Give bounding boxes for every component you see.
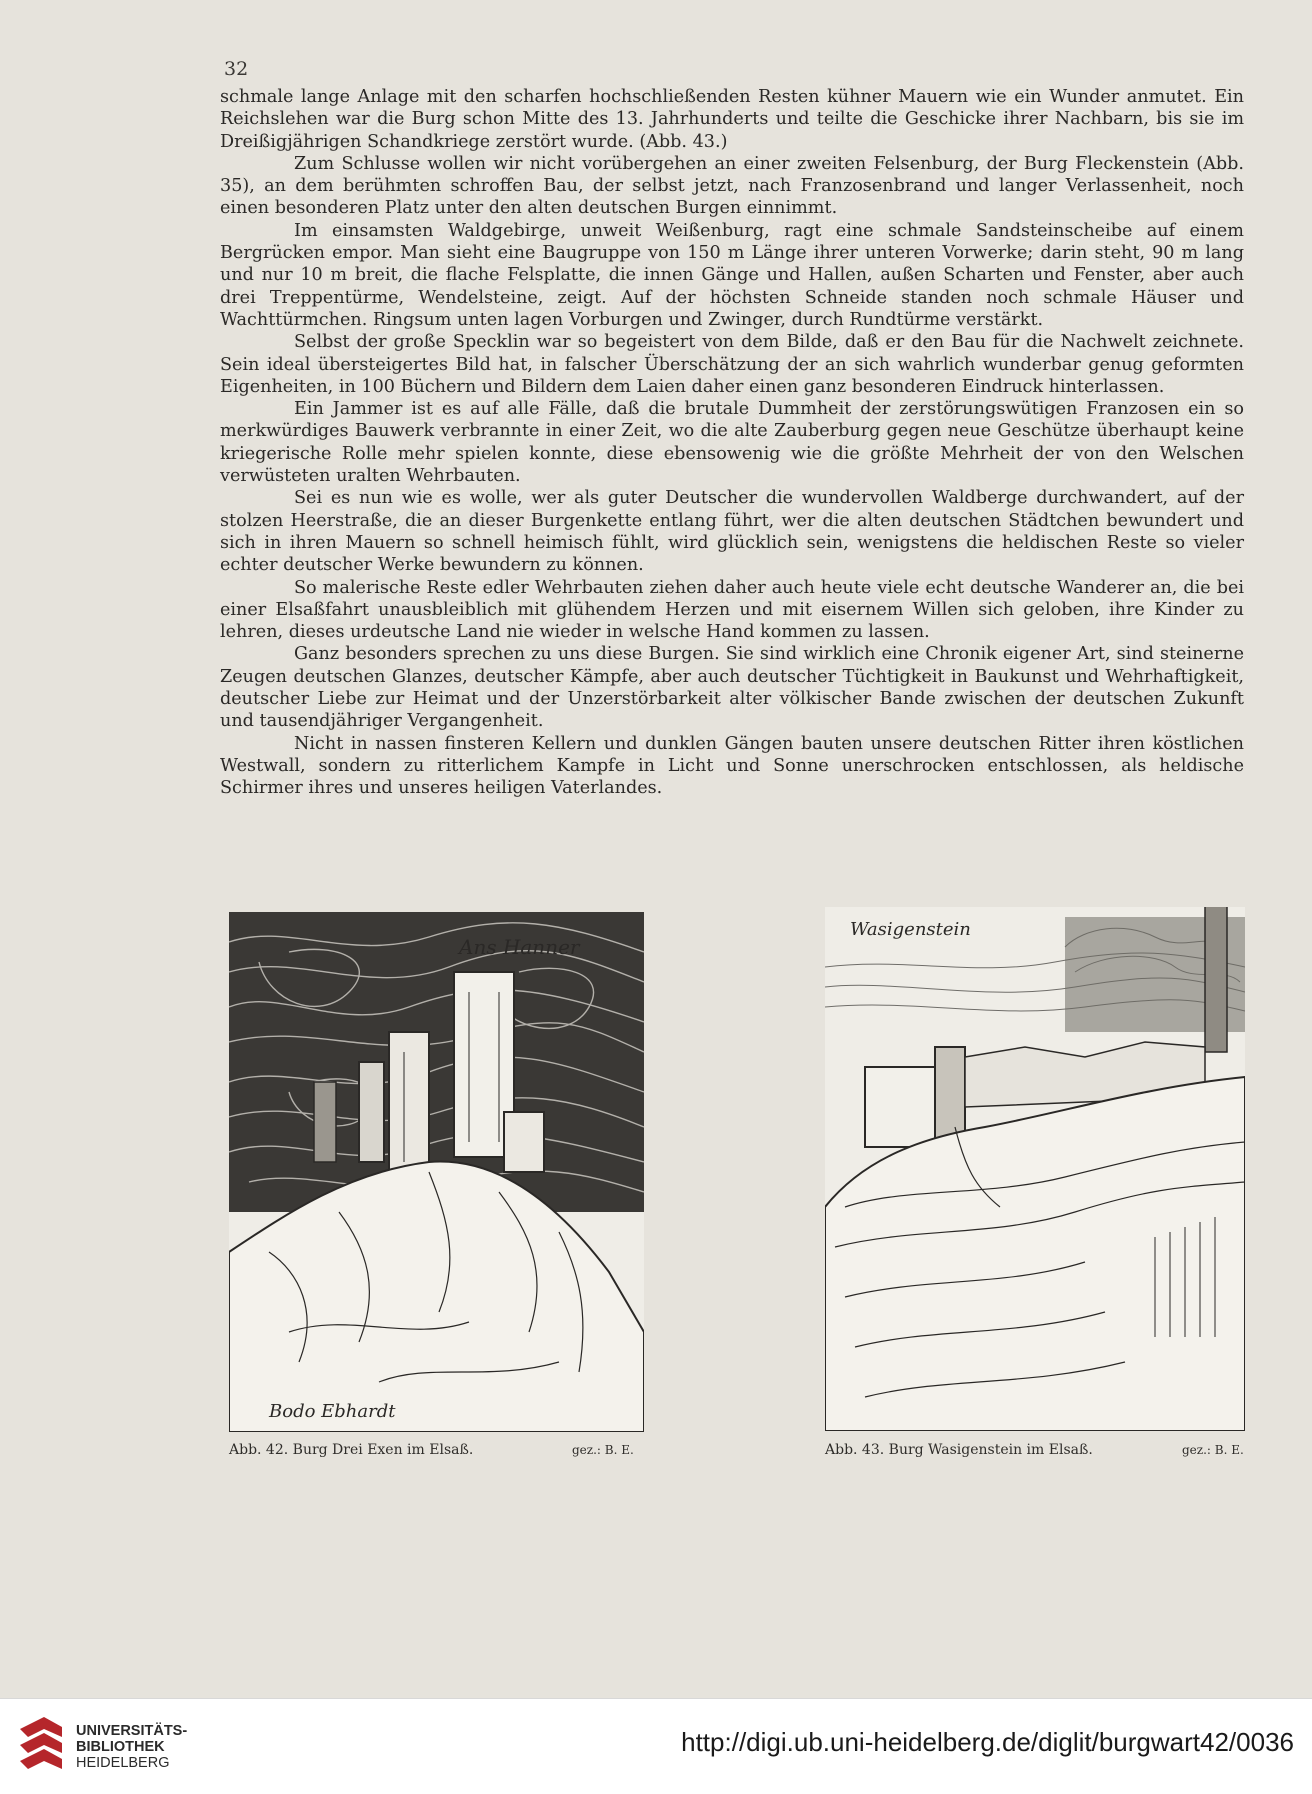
digital-copy-link[interactable]: http://digi.ub.uni-heidelberg.de/diglit/burgwart42/0036 [681,1727,1294,1757]
footer-bar [0,1698,1312,1794]
library-name-line: UNIVERSITÄTS- [76,1723,188,1739]
university-library-logo-icon [14,1715,68,1779]
page-number: 32 [224,58,249,80]
paragraph: Sei es nun wie es wolle, wer als guter Deutscher die wundervollen Waldberge durchwandert, auf der stolzen Heerstraße, die an dieser Burgenkette entlang führt, wer die alten deutschen Städtchen bewundert und sich in ihren Mauern so schnell heimisch fühlt, wird glücklich sein, wenigstens die heldischen Reste so vieler echter deutscher Werke bewundern zu können. [220,488,1244,576]
paragraph: So malerische Reste edler Wehrbauten ziehen daher auch heute viele echt deutsche Wanderer an, die bei einer Elsaßfahrt unausbleiblich mit glühendem Herzen und mit eisernem Willen sich geloben, ihre Kinder zu lehren, dieses urdeutsche Land nie wieder in welsche Hand kommen zu lassen. [220,577,1244,643]
paragraph: Im einsamsten Waldgebirge, unweit Weißenburg, ragt eine schmale Sandsteinscheibe auf einem Bergrücken empor. Man sieht eine Baugruppe von 150 m Länge ihrer unteren Vorwerke; darin steht, 90 m lang und nur 10 m breit, die flache Felsplatte, die innen Gänge und Hallen, außen Scharten und Fenster, aber auch drei Treppentürme, Wendelsteine, zeigt. Auf der höchsten Schneide standen noch schmale Häuser und Wachttürmchen. Ringsum unten lagen Vorburgen und Zwinger, durch Rundtürme verstärkt. [220,220,1244,330]
figure-wasigenstein [825,907,1245,1431]
figure-credit: gez.: B. E. [572,1443,634,1457]
castle-drawing-wasigenstein [825,907,1245,1431]
figure-caption: Abb. 43. Burg Wasigenstein im Elsaß. [825,1442,1093,1458]
paragraph: Zum Schlusse wollen wir nicht vorübergehen an einer zweiten Felsenburg, der Burg Fleckenstein (Abb. 35), an dem berühmten schroffen Bau, der selbst jetzt, nach Franzosenbrand und langer Verlassenheit, noch einen besonderen Platz unter den alten deutschen Burgen einnimmt. [220,153,1244,219]
library-name [76,1723,187,1771]
figure-credit: gez.: B. E. [1182,1443,1244,1457]
paragraph: Ein Jammer ist es auf alle Fälle, daß die brutale Dummheit der zerstörungswütigen Franzosen ein so merkwürdiges Bauwerk verbrannte in einer Zeit, wo die alte Zauberburg gegen neue Geschütze überhaupt keine kriegerische Rolle mehr spielen konnte, diese ebensowenig wie die größte Mehrheit der von den Welschen verwüsteten uralten Wehrbauten. [220,399,1244,487]
figure-caption: Abb. 42. Burg Drei Exen im Elsaß. [229,1442,474,1458]
artist-signature: Bodo Ebhardt [269,1401,396,1422]
paragraph: Selbst der große Specklin war so begeistert von dem Bilde, daß er den Bau für die Nachwelt zeichnete. Sein ideal übersteigertes Bild hat, in falscher Überschätzung der an sich wahrlich wunderbar genug geformten Eigenheiten, in 100 Büchern und Bildern dem Laien daher einen ganz besonderen Eindruck hinterlassen. [220,332,1244,397]
drawing-signature: Ans Hanner [459,935,580,959]
article-body [220,86,1244,800]
paragraph: Nicht in nassen finsteren Kellern und dunklen Gängen bauten unsere deutschen Ritter ihren köstlichen Westwall, sondern zu ritterlichem Kampfe in Licht und Sonne unerschrocken entschlossen, als heldische Schirmer ihres und unseres heiligen Vaterlandes. [220,733,1244,799]
paragraph: Ganz besonders sprechen zu uns diese Burgen. Sie sind wirklich eine Chronik eigener Art, sind steinerne Zeugen deutschen Glanzes, deutscher Kämpfe, aber auch deutscher Tüchtigkeit in Baukunst und Wehrhaftigkeit, deutscher Liebe zur Heimat und der Unzerstörbarkeit alter völkischer Bande zwischen der deutschen Zukunft und tausendjähriger Vergangenheit. [220,644,1244,732]
castle-drawing-drei-exen [229,912,644,1432]
library-name-line: HEIDELBERG [76,1755,170,1771]
paragraph: schmale lange Anlage mit den scharfen hochschließenden Resten kühner Mauern wie ein Wunder anmutet. Ein Reichslehen war die Burg schon Mitte des 13. Jahrhunderts und teilte die Geschicke ihrer Nachbarn, bis sie im Dreißigjährigen Schandkriege zerstört wurde. (Abb. 43.) [220,87,1244,152]
drawing-title-inscription: Wasigenstein [850,919,971,940]
library-name-line: BIBLIOTHEK [76,1739,165,1755]
figure-drei-exen [229,912,644,1432]
